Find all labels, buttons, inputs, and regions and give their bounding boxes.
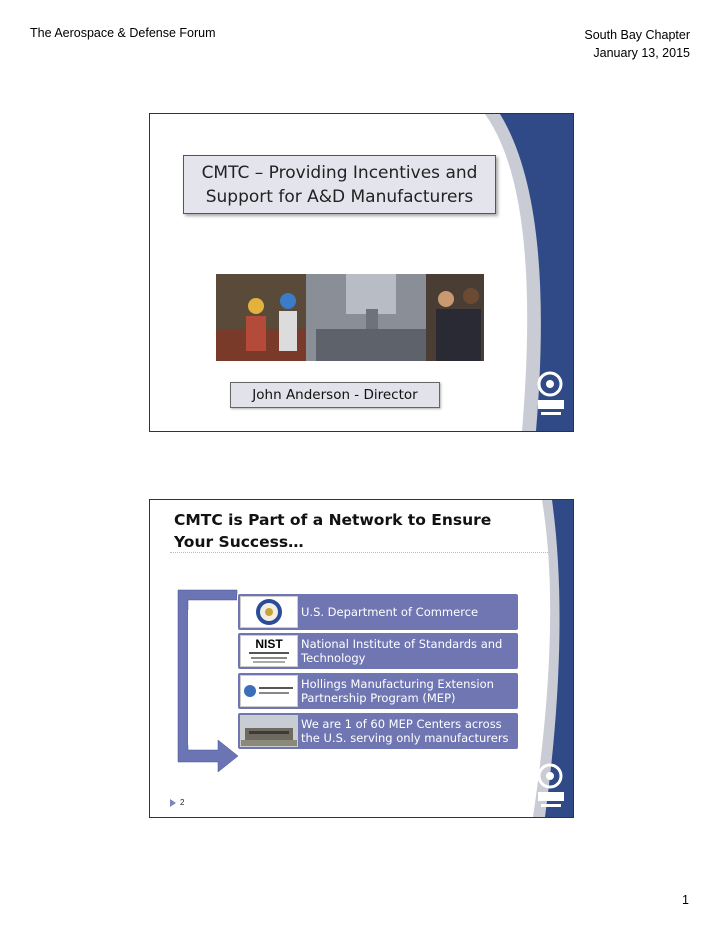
cmtc-logo-icon [535, 370, 569, 424]
hierarchy-text: National Institute of Standards and Technology [301, 637, 503, 665]
hierarchy-row-centers [237, 712, 519, 750]
title-line-2: Support for A&D Manufacturers [205, 187, 474, 207]
hierarchy-text: We are 1 of 60 MEP Centers across the U.S. serving only manufacturers [301, 717, 509, 745]
hierarchy-text: U.S. Department of Commerce [301, 605, 479, 619]
cmtc-logo-icon [535, 762, 569, 816]
slide-1-title [183, 155, 496, 214]
hierarchy-row-commerce [237, 593, 519, 631]
document-header-left: The Aerospace & Defense Forum [30, 26, 216, 40]
commerce-seal-icon [240, 596, 298, 628]
title-line-1: CMTC – Providing Incentives and [201, 163, 478, 183]
mep-logo-icon [240, 675, 298, 707]
nist-wordmark: NIST [255, 637, 283, 651]
hierarchy-text: Hollings Manufacturing Extension Partnership Program (MEP) [301, 677, 494, 705]
title-line-1: CMTC is Part of a Network to Ensure [174, 511, 492, 529]
building-photo-icon [240, 715, 298, 747]
hierarchy-row-nist [237, 632, 519, 670]
slide-number: 2 [180, 798, 185, 807]
chapter-name: South Bay Chapter [584, 28, 690, 42]
page-number: 1 [682, 893, 689, 907]
presenter-name: John Anderson - Director [230, 382, 440, 408]
event-date: January 13, 2015 [593, 46, 690, 60]
slide-2 [149, 499, 574, 818]
document-header-right [584, 26, 690, 62]
title-line-2: Your Success… [174, 533, 304, 551]
manufacturing-photo-collage [216, 274, 484, 361]
nist-logo-icon [240, 635, 298, 667]
slide-1 [149, 113, 574, 432]
slide-number-marker-icon [170, 799, 176, 807]
hierarchy-row-mep [237, 672, 519, 710]
